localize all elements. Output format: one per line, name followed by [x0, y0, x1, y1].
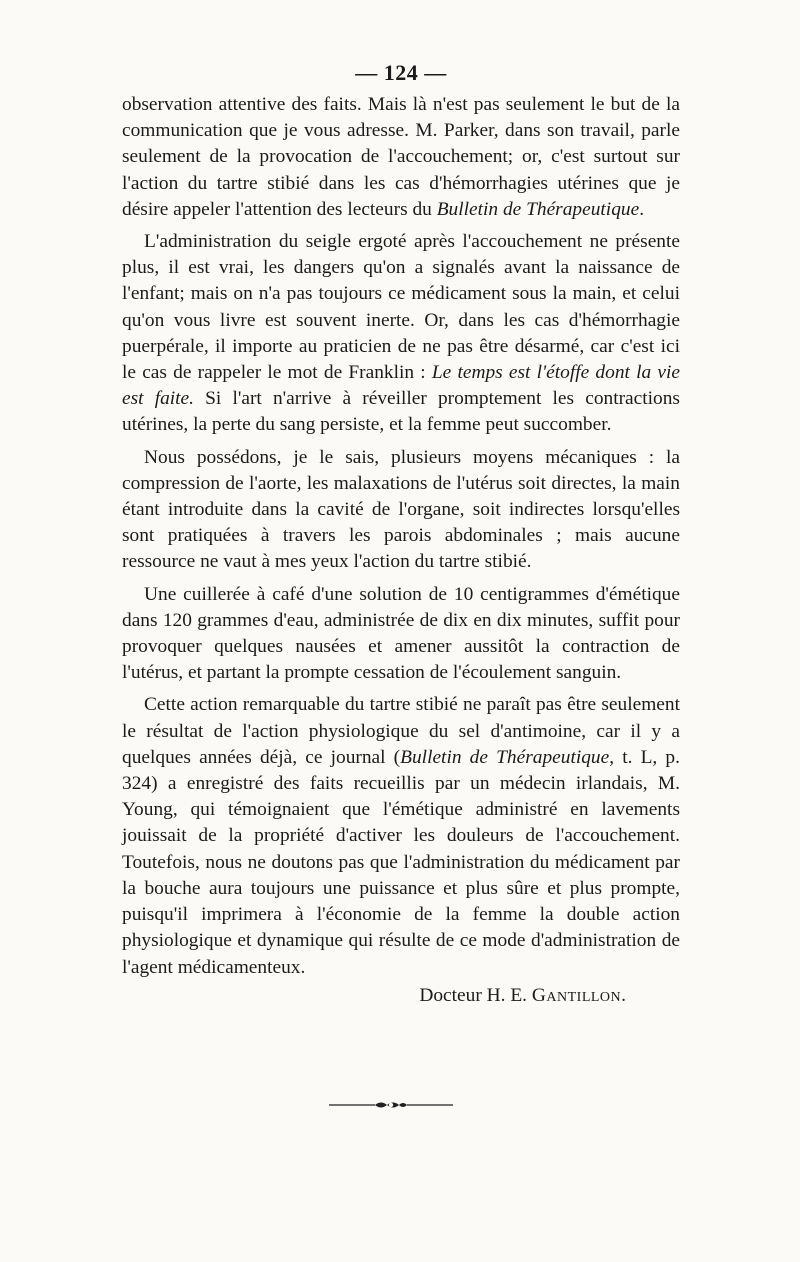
text-run: Nous possédons, je le sais, plusieurs moyens mécaniques : la compression de l'aorte, les malaxations de l'utérus soit directes, la main étant introduite dans la cavité de l'organe, soit indirectes lorsqu'elles sont pratiquées à travers les parois abdominales ; mais aucune ressource ne vaut à mes yeux l'action du tartre stibié. — [122, 446, 680, 573]
text-run: observation attentive des faits. Mais là n'est pas seulement le but de la communication que je vous adresse. M. Parker, dans son travail, parle seulement de la provocation de l'accouchement; or, c'est surtout sur l'action du tartre stibié dans les cas d'hémorrhagies utérines que je désire appeler l'attention des lecteurs du — [122, 94, 680, 220]
paragraph-4 — [122, 582, 680, 687]
text-run: , t. L, p. 324) a enregistré des faits recueillis par un médecin irlandais, M. Young, qui témoignaient que l'émétique administré en lavements jouissait de la propriété d'activer les douleurs de l'accouchement. Toutefois, nous ne doutons pas que l'administration du médicament par la bouche aura toujours une puissance et plus sûre et plus prompte, puisqu'il imprimera à l'économie de la femme la double action physiologique et dynamique qui résulte de ce mode d'administration de l'agent médicamenteux. — [122, 746, 680, 978]
text-run: Cette action remarquable du tartre stibié ne paraît pas être seulement le résultat de l'action physiologique du sel d'antimoine, car il y a quelques années déjà, ce journal ( — [122, 694, 680, 768]
page-number: — 124 — — [355, 60, 447, 85]
signature-name: Gantillon — [531, 984, 622, 1006]
journal-title-italic: Bulletin de Thérapeutique — [436, 198, 640, 220]
paragraph-2 — [122, 229, 680, 439]
end-ornament-icon — [329, 1098, 453, 1112]
franklin-quote-italic: Le temps est l'étoffe dont la vie est faite. — [122, 362, 680, 410]
paragraph-5 — [122, 692, 680, 980]
author-signature — [122, 983, 680, 1009]
text-run: L'administration du seigle ergoté après l'accouchement ne présente plus, il est vrai, les dangers qu'on a signalés avant la naissance de l'enfant; mais on n'a pas toujours ce médicament sous la main, et celui qu'on vous livre est souvent inerte. Or, dans les cas d'hémorrhagie puerpérale, il importe au praticien de ne pas être désarmé, car c'est ici le cas de rappeler le mot de Franklin : — [122, 231, 680, 384]
paragraph-1 — [122, 92, 680, 223]
text-run: Une cuillerée à café d'une solution de 10 centigrammes d'émétique dans 120 grammes d'eau, administrée de dix en dix minutes, suffit pour provoquer quelques nausées et amener aussitôt la contraction de l'utérus, et partant la prompte cessation de l'écoulement sanguin. — [122, 583, 680, 684]
paragraph-3 — [122, 445, 680, 576]
journal-title-italic: Bulletin de Thérapeutique — [400, 746, 610, 768]
text-run: Si l'art n'arrive à réveiller promptement les contractions utérines, la perte du sang persiste, et la femme peut succomber. — [122, 388, 680, 436]
signature-suffix: . — [621, 984, 626, 1006]
text-run: . — [639, 198, 645, 220]
page-content — [122, 58, 680, 1009]
signature-prefix: Docteur H. E. — [419, 984, 532, 1006]
